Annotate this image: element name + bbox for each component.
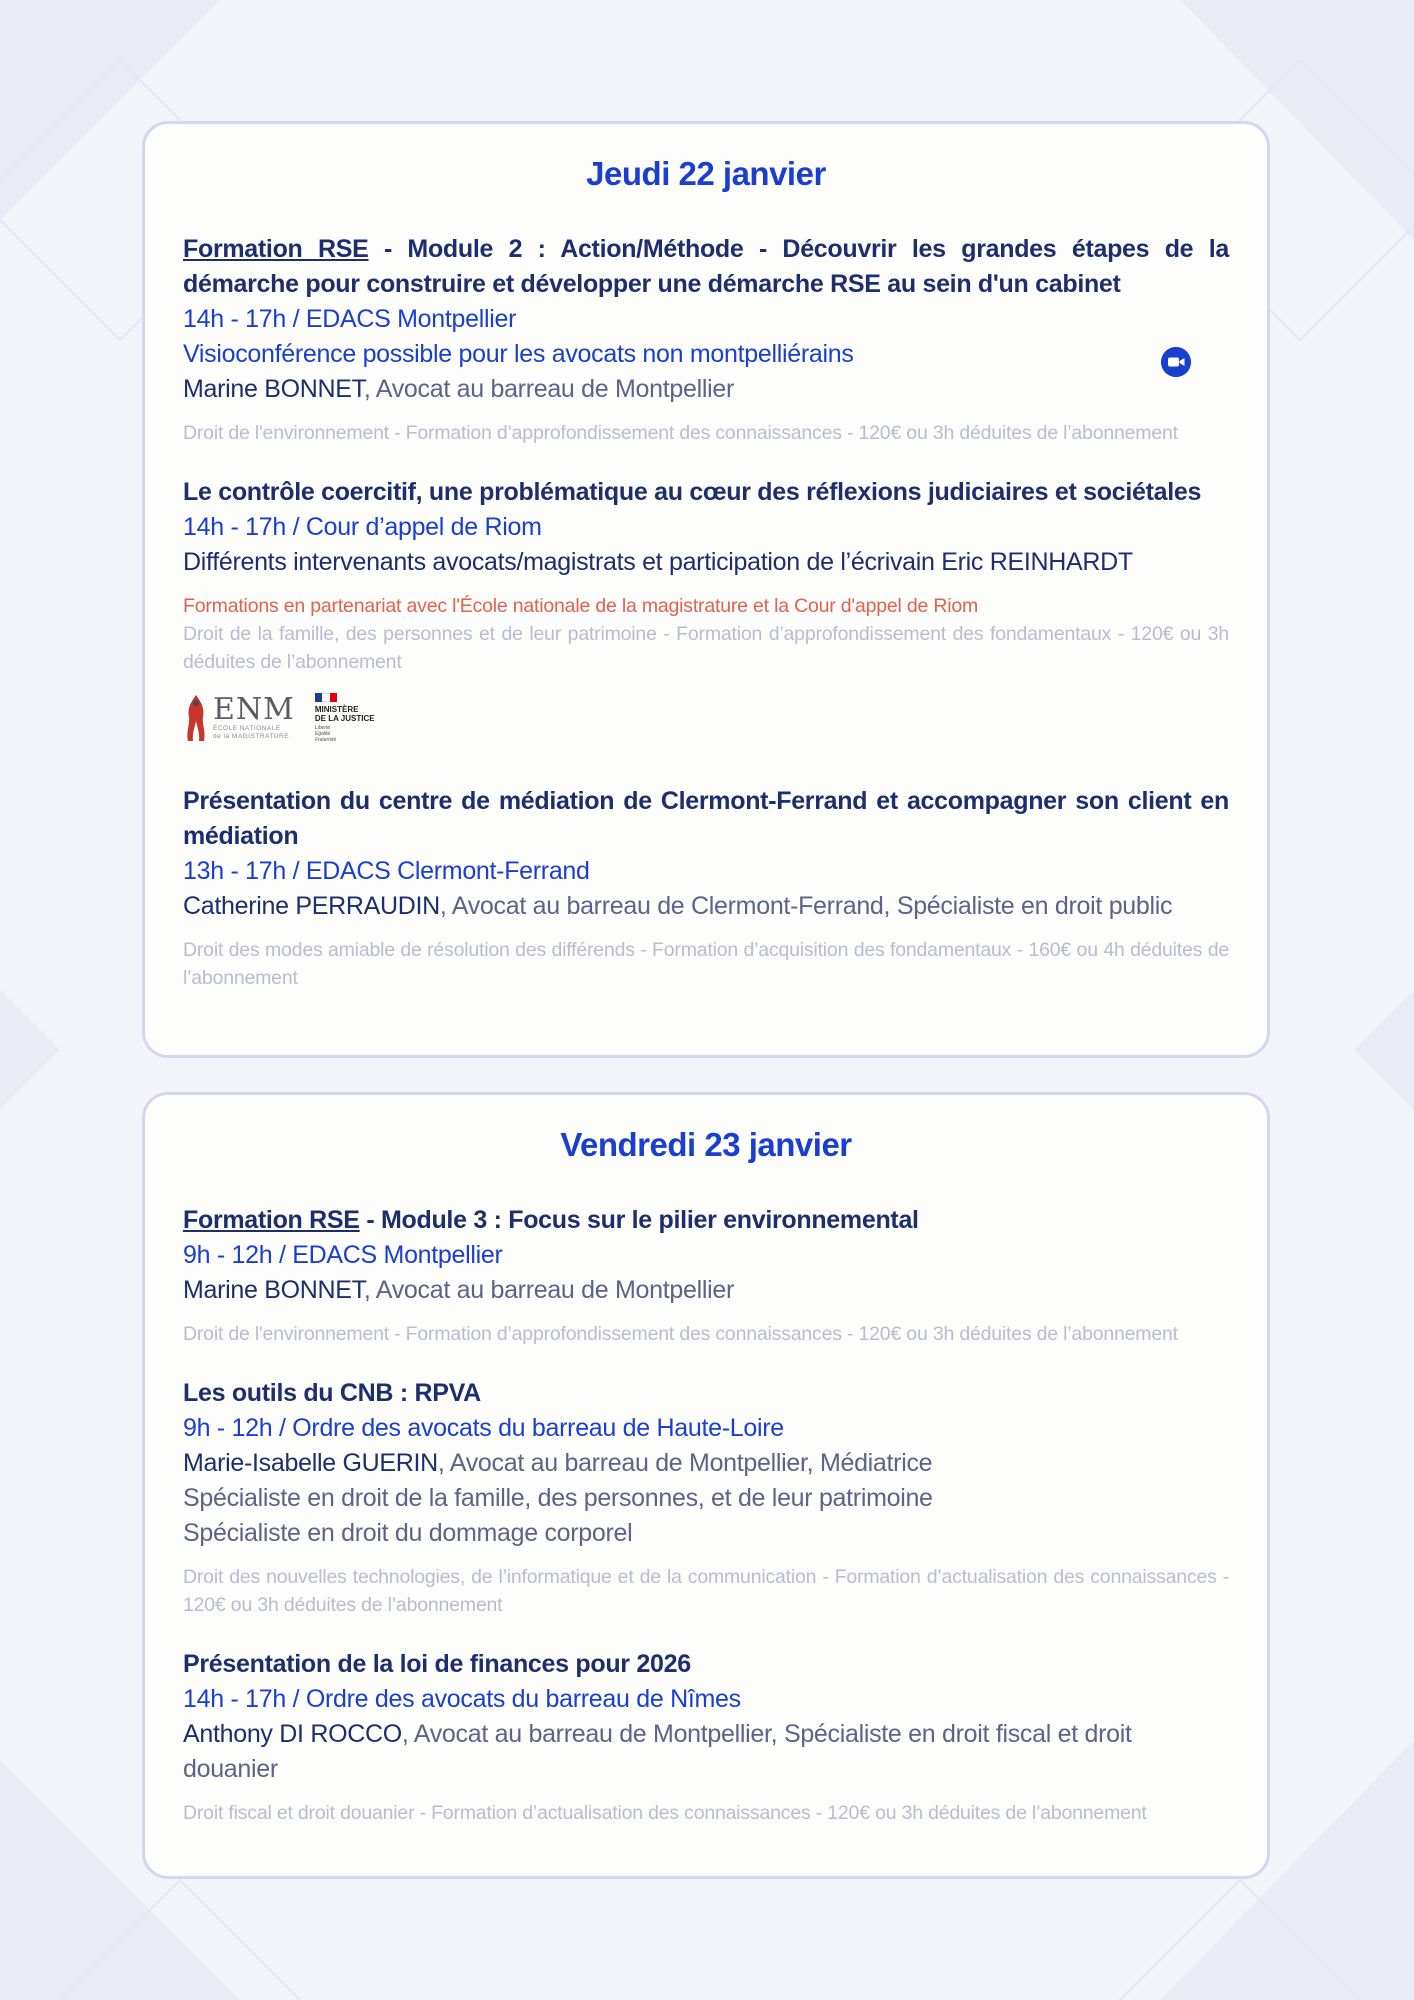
event-title: Présentation de la loi de finances pour 2026 — [183, 1650, 691, 1678]
event-outils-cnb — [183, 1376, 1229, 1619]
event-speaker: Catherine PERRAUDIN, Avocat au barreau de Clermont-Ferrand, Spécialiste en droit public — [183, 892, 1173, 920]
video-camera-icon — [1161, 347, 1191, 377]
event-tag-link[interactable]: Formation RSE — [183, 235, 369, 263]
event-time-location: 14h - 17h / EDACS Montpellier — [183, 305, 517, 333]
day-card-thursday — [142, 121, 1270, 1058]
event-meta: Droit de la famille, des personnes et de leur patrimoine - Formation d’approfondissement des fondamentaux - 120€ ou 3h déduites de l’abonnement — [183, 623, 1229, 673]
event-partner-note: Formations en partenariat avec l'École nationale de la magistrature et la Cour d'appel de Riom — [183, 595, 979, 617]
event-loi-finances — [183, 1647, 1229, 1827]
event-time-location: 14h - 17h / Ordre des avocats du barreau de Nîmes — [183, 1685, 741, 1713]
event-controle-coercitif — [183, 475, 1229, 676]
event-meta: Droit des nouvelles technologies, de l’informatique et de la communication - Formation d’actualisation des connaissances - 120€ ou 3h déduites de l’abonnement — [183, 1566, 1229, 1616]
event-meta: Droit de l'environnement - Formation d’approfondissement des connaissances - 120€ ou 3h déduites de l’abonnement — [183, 1323, 1178, 1345]
enm-emblem-icon — [183, 693, 209, 743]
event-title: Formation RSE - Module 2 : Action/Méthode - Découvrir les grandes étapes de la démarche pour construire et développer une démarche RSE au sein d'un cabinet — [183, 235, 1229, 298]
event-speaker: Différents intervenants avocats/magistrats et participation de l’écrivain Eric REINHARDT — [183, 548, 1133, 576]
event-mediation-clermont — [183, 784, 1229, 992]
event-time-location: 9h - 12h / Ordre des avocats du barreau de Haute-Loire — [183, 1414, 784, 1442]
event-time-location: 9h - 12h / EDACS Montpellier — [183, 1241, 503, 1269]
event-meta: Droit fiscal et droit douanier - Formation d’actualisation des connaissances - 120€ ou 3h déduites de l’abonnement — [183, 1802, 1147, 1824]
event-speaker: Marine BONNET, Avocat au barreau de Montpellier — [183, 375, 735, 403]
event-title: Formation RSE - Module 3 : Focus sur le pilier environnemental — [183, 1206, 919, 1234]
enm-word: ENM — [213, 692, 295, 727]
event-visio-note: Visioconférence possible pour les avocats non montpelliérains — [183, 340, 854, 368]
event-speaker-specialty: Spécialiste en droit du dommage corporel — [183, 1519, 633, 1547]
event-title: Le contrôle coercitif, une problématique au cœur des réflexions judiciaires et sociétales — [183, 478, 1202, 506]
event-tag-link[interactable]: Formation RSE — [183, 1206, 360, 1234]
day-title: Jeudi 22 janvier — [586, 155, 826, 192]
event-speaker-specialty: Spécialiste en droit de la famille, des personnes, et de leur patrimoine — [183, 1484, 933, 1512]
event-meta: Droit des modes amiable de résolution des différends - Formation d’acquisition des fondamentaux - 160€ ou 4h déduites de l’abonnement — [183, 939, 1229, 989]
event-title: Présentation du centre de médiation de Clermont-Ferrand et accompagner son client en médiation — [183, 787, 1229, 850]
event-rse-module-2 — [183, 232, 1229, 447]
event-speaker: Anthony DI ROCCO, Avocat au barreau de Montpellier, Spécialiste en droit fiscal et droit douanier — [183, 1720, 1132, 1783]
day-title: Vendredi 23 janvier — [560, 1126, 852, 1163]
event-time-location: 13h - 17h / EDACS Clermont-Ferrand — [183, 857, 590, 885]
day-card-friday — [142, 1092, 1270, 1879]
partner-logos — [183, 688, 1229, 748]
event-speaker: Marie-Isabelle GUERIN, Avocat au barreau de Montpellier, Médiatrice — [183, 1449, 933, 1477]
event-meta: Droit de l'environnement - Formation d’approfondissement des connaissances - 120€ ou 3h déduites de l’abonnement — [183, 422, 1178, 444]
french-flag-icon — [315, 693, 337, 702]
enm-logo: ENM ÉCOLE NATIONALE de la MAGISTRATURE — [183, 693, 295, 743]
event-time-location: 14h - 17h / Cour d’appel de Riom — [183, 513, 542, 541]
event-speaker: Marine BONNET, Avocat au barreau de Montpellier — [183, 1276, 735, 1304]
event-title: Les outils du CNB : RPVA — [183, 1379, 481, 1407]
event-rse-module-3 — [183, 1203, 1229, 1348]
ministere-justice-logo: MINISTÈRE DE LA JUSTICE Liberté Égalité Fraternité — [315, 693, 375, 743]
